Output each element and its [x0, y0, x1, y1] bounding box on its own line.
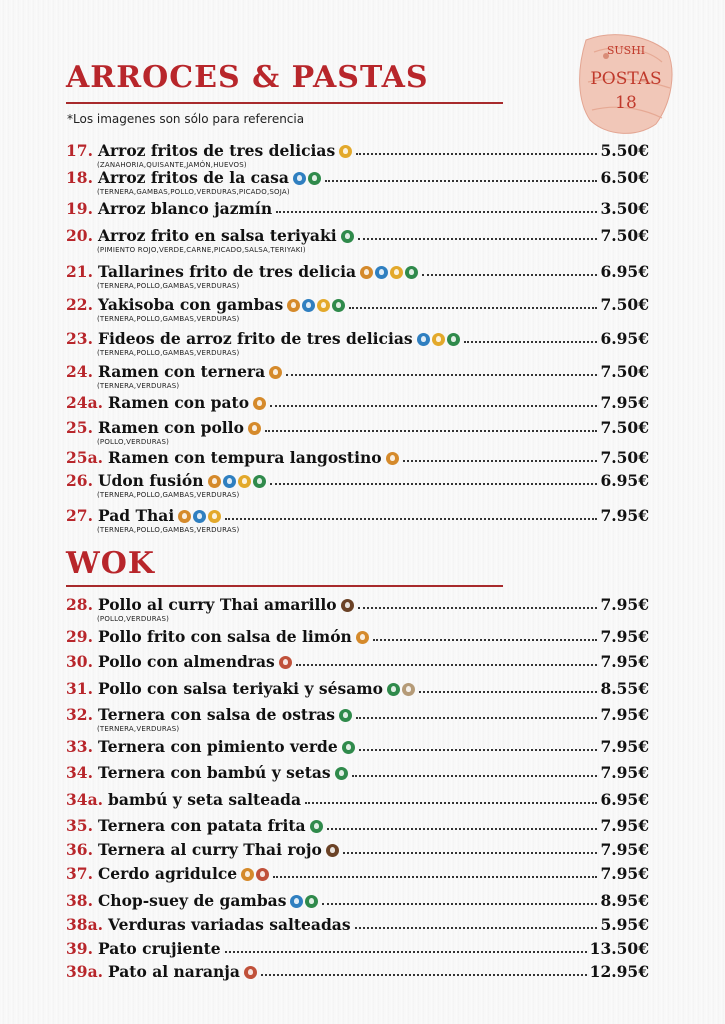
item-number: 21.: [66, 262, 93, 281]
item-number: 24a.: [66, 393, 104, 412]
item-number: 36.: [66, 840, 93, 859]
dot-leader: [352, 774, 598, 777]
orange-allergen-icon: [360, 266, 373, 279]
item-name: Yakisoba con gambas: [97, 295, 284, 314]
menu-item: [66, 294, 649, 323]
menu-item-line: [66, 361, 649, 381]
item-price: 8.55€: [600, 679, 649, 698]
item-name: Ternera con bambú y setas: [97, 763, 331, 782]
item-price: 7.95€: [600, 652, 649, 671]
red-allergen-icon: [279, 656, 292, 669]
dot-leader: [270, 404, 597, 407]
item-number: 30.: [66, 652, 93, 671]
yellow-allergen-icon: [208, 510, 221, 523]
menu-item-line: [66, 890, 649, 910]
menu-item: [66, 225, 649, 254]
logo-line2: POSTAS: [590, 69, 662, 89]
item-name: Pollo con almendras: [97, 652, 275, 671]
dot-leader: [296, 663, 598, 666]
item-price: 12.95€: [589, 962, 649, 981]
item-name: Arroz fritos de la casa: [97, 168, 289, 187]
item-ingredients: (TERNERA,VERDURAS): [97, 382, 180, 390]
dot-leader: [355, 926, 598, 929]
dot-leader: [327, 827, 598, 830]
allergen-icons: [241, 868, 269, 881]
menu-item-line: [66, 167, 649, 187]
menu-item-line: [66, 198, 649, 218]
menu-item: [66, 651, 649, 677]
allergen-icons: [293, 172, 321, 185]
item-price: 7.95€: [600, 864, 649, 883]
menu-item: [66, 594, 649, 623]
menu-item-line: [66, 863, 649, 883]
dot-leader: [373, 638, 598, 641]
red-allergen-icon: [244, 966, 257, 979]
green-allergen-icon: [253, 475, 266, 488]
orange-allergen-icon: [287, 299, 300, 312]
wok-title: WOK: [66, 546, 155, 581]
menu-item: [66, 261, 649, 290]
item-name: Arroz frito en salsa teriyaki: [97, 226, 337, 245]
dot-leader: [322, 902, 597, 905]
red-allergen-icon: [256, 868, 269, 881]
green-allergen-icon: [308, 172, 321, 185]
item-name: Pollo frito con salsa de limón: [97, 627, 352, 646]
menu-item: [66, 198, 649, 224]
item-number: 38.: [66, 891, 93, 910]
yellow-allergen-icon: [238, 475, 251, 488]
dot-leader: [265, 429, 598, 432]
menu-item-line: [66, 294, 649, 314]
item-price: 7.95€: [600, 737, 649, 756]
yellow-allergen-icon: [390, 266, 403, 279]
green-allergen-icon: [342, 741, 355, 754]
item-number: 31.: [66, 679, 93, 698]
menu-item-line: [66, 328, 649, 348]
allergen-icons: [290, 895, 318, 908]
dot-leader: [464, 340, 598, 343]
item-ingredients: (POLLO,VERDURAS): [97, 615, 170, 623]
item-name: Ramen con pollo: [97, 418, 244, 437]
menu-item: [66, 704, 649, 733]
menu-item-line: [66, 938, 649, 958]
menu-item: [66, 167, 649, 196]
arroces-title: ARROCES & PASTAS: [66, 60, 429, 95]
menu-item: [66, 762, 649, 788]
item-price: 6.95€: [600, 790, 649, 809]
item-price: 7.95€: [600, 627, 649, 646]
allergen-icons: [244, 966, 257, 979]
item-number: 20.: [66, 226, 93, 245]
orange-allergen-icon: [178, 510, 191, 523]
menu-item: [66, 736, 649, 762]
allergen-icons: [279, 656, 292, 669]
item-ingredients: (ZANAHORIA,QUISANTE,JAMÓN,HUEVOS): [97, 161, 247, 169]
menu-item: [66, 678, 649, 704]
item-price: 7.95€: [600, 816, 649, 835]
menu-item-line: [66, 762, 649, 782]
allergen-icons: [386, 452, 399, 465]
item-price: 6.95€: [600, 262, 649, 281]
menu-item: [66, 505, 649, 534]
brown-allergen-icon: [326, 844, 339, 857]
tan-allergen-icon: [402, 683, 415, 696]
wok-rule: [66, 585, 503, 587]
item-name: Ramen con ternera: [97, 362, 266, 381]
item-price: 6.95€: [600, 329, 649, 348]
green-allergen-icon: [332, 299, 345, 312]
menu-item: [66, 392, 649, 418]
item-ingredients: (TERNERA,POLLO,GAMBAS,VERDURAS): [97, 282, 240, 290]
blue-allergen-icon: [193, 510, 206, 523]
blue-allergen-icon: [375, 266, 388, 279]
item-number: 29.: [66, 627, 93, 646]
allergen-icons: [360, 266, 418, 279]
menu-item: [66, 470, 649, 499]
item-price: 7.50€: [600, 418, 649, 437]
allergen-icons: [326, 844, 339, 857]
dot-leader: [422, 273, 597, 276]
arroces-rule: [66, 102, 503, 104]
dot-leader: [358, 606, 598, 609]
item-number: 37.: [66, 864, 93, 883]
dot-leader: [305, 801, 597, 804]
orange-allergen-icon: [269, 366, 282, 379]
brown-allergen-icon: [341, 599, 354, 612]
dot-leader: [403, 459, 598, 462]
item-price: 6.95€: [600, 471, 649, 490]
dot-leader: [356, 716, 597, 719]
item-price: 7.95€: [600, 705, 649, 724]
item-name: Ternera con pimiento verde: [97, 737, 338, 756]
blue-allergen-icon: [293, 172, 306, 185]
item-number: 25a.: [66, 448, 104, 467]
orange-allergen-icon: [208, 475, 221, 488]
green-allergen-icon: [310, 820, 323, 833]
item-ingredients: (POLLO,VERDURAS): [97, 438, 170, 446]
menu-item-line: [66, 678, 649, 698]
item-ingredients: (TERNERA,POLLO,GAMBAS,VERDURAS): [97, 315, 240, 323]
item-name: Arroz fritos de tres delicias: [97, 141, 336, 160]
item-name: Ramen con tempura langostino: [108, 448, 382, 467]
item-number: 22.: [66, 295, 93, 314]
dot-leader: [343, 851, 598, 854]
green-allergen-icon: [305, 895, 318, 908]
allergen-icons: [178, 510, 221, 523]
dot-leader: [356, 152, 597, 155]
item-number: 34a.: [66, 790, 104, 809]
item-name: Tallarines frito de tres delicia: [97, 262, 357, 281]
menu-item: [66, 839, 649, 865]
menu-item-line: [66, 140, 649, 160]
menu-item-line: [66, 704, 649, 724]
dot-leader: [358, 237, 598, 240]
green-allergen-icon: [341, 230, 354, 243]
item-number: 23.: [66, 329, 93, 348]
item-price: 6.50€: [600, 168, 649, 187]
dot-leader: [225, 517, 597, 520]
item-number: 19.: [66, 199, 93, 218]
item-number: 39a.: [66, 962, 104, 981]
menu-item: [66, 863, 649, 889]
orange-allergen-icon: [356, 631, 369, 644]
menu-item-line: [66, 447, 649, 467]
item-number: 39.: [66, 939, 93, 958]
menu-item-line: [66, 626, 649, 646]
green-allergen-icon: [335, 767, 348, 780]
dot-leader: [359, 748, 598, 751]
item-price: 7.50€: [600, 448, 649, 467]
allergen-icons: [341, 230, 354, 243]
menu-item-line: [66, 961, 649, 981]
item-price: 7.95€: [600, 840, 649, 859]
item-ingredients: (TERNERA,VERDURAS): [97, 725, 180, 733]
item-name: Cerdo agridulce: [97, 864, 238, 883]
allergen-icons: [310, 820, 323, 833]
menu-item: [66, 815, 649, 841]
menu-item-line: [66, 594, 649, 614]
green-allergen-icon: [387, 683, 400, 696]
menu-item: [66, 328, 649, 357]
blue-allergen-icon: [417, 333, 430, 346]
logo-line3: 18: [615, 93, 637, 113]
item-number: 17.: [66, 141, 93, 160]
item-number: 18.: [66, 168, 93, 187]
item-name: Pollo al curry Thai amarillo: [97, 595, 337, 614]
logo-line1: SUSHI: [606, 44, 646, 57]
dot-leader: [270, 482, 598, 485]
item-name: Ternera con salsa de ostras: [97, 705, 336, 724]
item-price: 7.50€: [600, 226, 649, 245]
allergen-icons: [341, 599, 354, 612]
dot-leader: [261, 973, 587, 976]
item-price: 7.95€: [600, 595, 649, 614]
menu-item-line: [66, 225, 649, 245]
orange-allergen-icon: [241, 868, 254, 881]
menu-item: [66, 626, 649, 652]
item-price: 8.95€: [600, 891, 649, 910]
allergen-icons: [339, 145, 352, 158]
dot-leader: [273, 875, 597, 878]
menu-item-line: [66, 839, 649, 859]
item-ingredients: (TERNERA,GAMBAS,POLLO,VERDURAS,PICADO,SOJA): [97, 188, 290, 196]
menu-item-line: [66, 815, 649, 835]
menu-item-line: [66, 470, 649, 490]
item-number: 24.: [66, 362, 93, 381]
menu-item-line: [66, 417, 649, 437]
item-number: 28.: [66, 595, 93, 614]
dot-leader: [349, 306, 597, 309]
item-ingredients: (PIMIENTO ROJO,VERDE,CARNE,PICADO,SALSA,TERIYAKI): [97, 246, 306, 254]
menu-item: [66, 961, 649, 987]
menu-item: [66, 789, 649, 815]
allergen-icons: [248, 422, 261, 435]
item-name: Pollo con salsa teriyaki y sésamo: [97, 679, 383, 698]
dot-leader: [276, 210, 597, 213]
menu-item-line: [66, 651, 649, 671]
menu-item: [66, 361, 649, 390]
item-price: 5.50€: [600, 141, 649, 160]
yellow-allergen-icon: [432, 333, 445, 346]
menu-item: [66, 914, 649, 940]
allergen-icons: [269, 366, 282, 379]
item-ingredients: (TERNERA,POLLO,GAMBAS,VERDURAS): [97, 491, 240, 499]
menu-item-line: [66, 789, 649, 809]
sushi-postas-logo: [576, 32, 676, 142]
item-price: 13.50€: [589, 939, 649, 958]
menu-item-line: [66, 505, 649, 525]
item-price: 5.95€: [600, 915, 649, 934]
item-name: Ternera al curry Thai rojo: [97, 840, 322, 859]
item-ingredients: (TERNERA,POLLO,GAMBAS,VERDURAS): [97, 349, 240, 357]
dot-leader: [225, 950, 587, 953]
menu-item: [66, 417, 649, 446]
dot-leader: [286, 373, 597, 376]
blue-allergen-icon: [302, 299, 315, 312]
orange-allergen-icon: [386, 452, 399, 465]
menu-item-line: [66, 392, 649, 412]
item-number: 35.: [66, 816, 93, 835]
allergen-icons: [356, 631, 369, 644]
menu-item: [66, 890, 649, 916]
item-number: 33.: [66, 737, 93, 756]
item-name: Ramen con pato: [108, 393, 250, 412]
allergen-icons: [335, 767, 348, 780]
item-number: 25.: [66, 418, 93, 437]
item-price: 7.95€: [600, 506, 649, 525]
orange-allergen-icon: [253, 397, 266, 410]
item-price: 7.95€: [600, 393, 649, 412]
item-number: 38a.: [66, 915, 104, 934]
green-allergen-icon: [339, 709, 352, 722]
yellow-allergen-icon: [317, 299, 330, 312]
item-number: 26.: [66, 471, 93, 490]
yellow-allergen-icon: [339, 145, 352, 158]
item-name: Verduras variadas salteadas: [108, 915, 351, 934]
item-name: Pato al naranja: [108, 962, 240, 981]
allergen-icons: [287, 299, 345, 312]
menu-item-line: [66, 261, 649, 281]
blue-allergen-icon: [223, 475, 236, 488]
orange-allergen-icon: [248, 422, 261, 435]
item-ingredients: (TERNERA,POLLO,GAMBAS,VERDURAS): [97, 526, 240, 534]
menu-item-line: [66, 914, 649, 934]
item-name: bambú y seta salteada: [108, 790, 301, 809]
dot-leader: [419, 690, 597, 693]
item-price: 7.50€: [600, 295, 649, 314]
item-name: Ternera con patata frita: [97, 816, 306, 835]
blue-allergen-icon: [290, 895, 303, 908]
reference-note: *Los imagenes son sólo para referencia: [67, 112, 305, 126]
item-number: 34.: [66, 763, 93, 782]
green-allergen-icon: [405, 266, 418, 279]
item-price: 7.95€: [600, 763, 649, 782]
item-number: 32.: [66, 705, 93, 724]
item-name: Udon fusión: [97, 471, 204, 490]
green-allergen-icon: [447, 333, 460, 346]
allergen-icons: [342, 741, 355, 754]
item-number: 27.: [66, 506, 93, 525]
allergen-icons: [253, 397, 266, 410]
menu-item: [66, 140, 649, 169]
allergen-icons: [417, 333, 460, 346]
item-price: 7.50€: [600, 362, 649, 381]
menu-item-line: [66, 736, 649, 756]
allergen-icons: [208, 475, 266, 488]
allergen-icons: [387, 683, 415, 696]
item-price: 3.50€: [600, 199, 649, 218]
item-name: Pad Thai: [97, 506, 175, 525]
item-name: Pato crujiente: [97, 939, 221, 958]
dot-leader: [325, 179, 598, 182]
allergen-icons: [339, 709, 352, 722]
item-name: Fideos de arroz frito de tres delicias: [97, 329, 413, 348]
item-name: Arroz blanco jazmín: [97, 199, 273, 218]
item-name: Chop-suey de gambas: [97, 891, 287, 910]
